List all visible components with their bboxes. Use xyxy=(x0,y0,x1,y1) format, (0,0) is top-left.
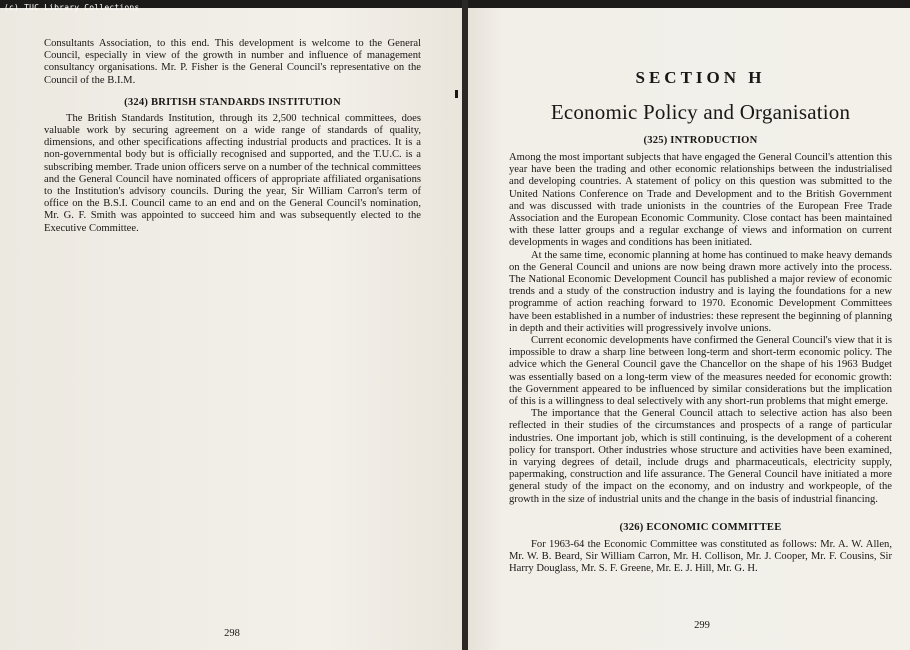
collection-watermark: (c) TUC Library Collections xyxy=(4,3,140,12)
committee-paragraph: For 1963-64 the Economic Committee was constituted as follows: Mr. A. W. Allen, Mr. W. B. Beard, Sir William Carron, Mr. H. Collison, Mr. J. Cooper, Mr. F. Cousins, Sir Harry Douglass, Mr. S. F. Greene, Mr. E. J. Hill, Mr. G. H. xyxy=(509,538,892,575)
right-page xyxy=(468,8,910,650)
introduction-heading: (325) INTRODUCTION xyxy=(643,135,758,146)
intro-paragraph-3: Current economic developments have confirmed the General Council's view that it is impossible to draw a sharp line between long-term and short-term economic policy. The advice which the General Council gave the Chancellor on the shape of his 1963 Budget was essentially based on a long-term view of the measures needed for economic growth: the Government appeared to be influenced by similar considerations but the implication of this is a willingness to deal selectively with any short-run problems that might emerge. xyxy=(509,335,892,408)
section-title: Economic Policy and Organisation xyxy=(550,100,851,124)
left-page-number: 298 xyxy=(224,628,240,639)
bsi-section-heading: (324) BRITISH STANDARDS INSTITUTION xyxy=(124,96,341,108)
economic-committee-heading: (326) ECONOMIC COMMITTEE xyxy=(619,521,782,533)
intro-paragraph-1: Among the most important subjects that have engaged the General Council's attention this year have been the trading and other economic relationships between the industrialised and developing countries. A statement of policy on this question was submitted to the United Nations Conference on Trade and Development and to the British Government and was discussed with trade unionists in the countries of the European Free Trade Association and the European Economic Community. Close contact has been maintained with these latter groups and a regular exchange of views and information on current developments in wages and conditions has been initiated. xyxy=(509,152,892,249)
left-page xyxy=(0,8,462,650)
intro-paragraph-4: The importance that the General Council attach to selective action has also been reflected in their studies of the circumstances and prospects of a range of particular industries. One important job, which is still continuing, is the development of a coherent policy for transport. Other industries whose structure and activities have been examined, in varying degrees of detail, include drugs and pharmaceuticals, electricity supply, papermaking, construction and life assurance. The General Council have initiated a more general study of the impact on the economy, and on industry and workpeople, of the growth in the size of industrial units and the change in the basis of industrial financing. xyxy=(509,408,892,505)
right-page-number: 299 xyxy=(694,620,710,631)
left-intro-paragraph: Consultants Association, to this end. This development is welcome to the General Council, especially in view of the growth in number and influence of management consultancy organisations. Mr. P. Fisher is the General Council's representative on the Council of the B.I.M. xyxy=(44,38,421,86)
bsi-body-paragraph: The British Standards Institution, through its 2,500 technical committees, does valuable work by securing agreement on a wide range of standards of quality, dimensions, and other specifications affecting industrial products and practices. It is a non-governmental body but is officially recognised and supported, and the T.U.C. is a subscribing member. Trade union officers serve on a number of the technical committees and the General Council have nominated officers of appropriate affiliated organisations to the Institution's advisory councils. During the year, Sir William Carron's term of office on the B.S.I. Council came to an end and on the General Council's nomination, Mr. G. F. Smith was appointed to succeed him and was subsequently elected to the Executive Committee. xyxy=(44,112,421,234)
left-page-body xyxy=(44,38,421,235)
page-edge-mark xyxy=(455,90,458,98)
right-page-body xyxy=(509,68,892,576)
section-label: SECTION H xyxy=(635,68,766,87)
intro-paragraph-2: At the same time, economic planning at home has continued to make heavy demands on the General Council and unions are now being drawn more actively into the process. The National Economic Development Council has published a major review of economic trends and a study of the construction industry and is laying the foundations for a new programme of action reaching forward to 1970. Economic Development Committees have been established in a number of industries: these represent the beginning of planning in depth and their activities will progressively involve unions. xyxy=(509,249,892,334)
